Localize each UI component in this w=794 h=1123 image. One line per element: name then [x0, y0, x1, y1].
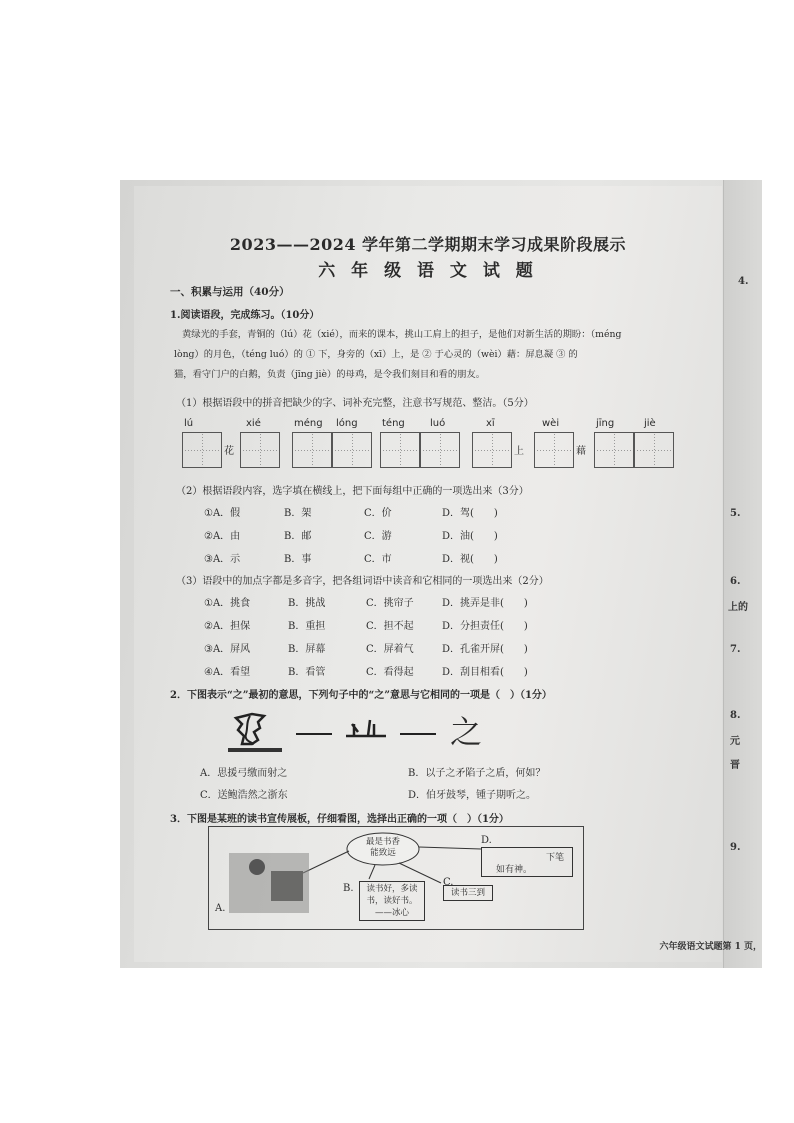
option[interactable]: B．事	[284, 554, 312, 565]
sub-question-1: （1）根据语段中的拼音把缺少的字、词补充完整，注意书写规范、整洁。（5分）	[176, 398, 534, 409]
side-number: 8.	[730, 710, 741, 721]
option[interactable]: C．屏着气	[366, 644, 414, 655]
grid-cell[interactable]	[420, 432, 460, 468]
page-footer: 六年级语文试题第 1 页，	[659, 942, 762, 952]
option[interactable]: D．孔雀开屏( )	[442, 644, 528, 655]
option[interactable]: ②A．由	[204, 531, 241, 542]
reader-head	[249, 859, 265, 875]
grid-cell[interactable]	[292, 432, 332, 468]
option-row	[204, 550, 498, 565]
q2-option-row	[200, 764, 545, 779]
option[interactable]: C．送鲍浩然之浙东	[200, 790, 288, 801]
pinyin-lu: lú	[184, 418, 194, 429]
connector-a	[303, 851, 349, 873]
pinyin-jing: jīng	[596, 418, 615, 429]
grid-cell[interactable]	[534, 432, 574, 468]
option[interactable]: C．游	[364, 531, 392, 542]
option[interactable]: ②A．担保	[204, 621, 251, 632]
side-number: 7.	[730, 644, 741, 655]
option[interactable]: D．刮目相看( )	[442, 667, 528, 678]
pinyin-luo: luó	[430, 418, 446, 429]
connector-b	[369, 865, 375, 879]
label-a: A.	[215, 903, 226, 914]
question-1-heading: 1.阅读语段，完成练习。（10分）	[170, 310, 320, 321]
pinyin-xi: xī	[486, 418, 495, 429]
grid-cell[interactable]	[240, 432, 280, 468]
section-heading: 一、积累与运用（40分）	[170, 286, 290, 298]
label-c: C.	[443, 877, 454, 888]
side-number: 元	[730, 736, 740, 747]
option-row	[204, 504, 498, 519]
option[interactable]: ①A．挑食	[204, 598, 251, 609]
pinyin-meng: méng	[294, 418, 323, 429]
pinyin-wei: wèi	[542, 418, 560, 429]
option[interactable]: B．架	[284, 508, 312, 519]
box-b-line-1: 读书好，多读	[366, 884, 418, 894]
connector-d	[419, 847, 481, 849]
grid-cell[interactable]	[182, 432, 222, 468]
option-row	[204, 527, 498, 542]
option[interactable]: B．屏幕	[288, 644, 326, 655]
option[interactable]: D．挑弄是非( )	[442, 598, 528, 609]
cloud-line-2: 能致远	[370, 848, 396, 858]
side-number: 6.	[730, 576, 741, 587]
option[interactable]: B．以子之矛陷子之盾，何如？	[408, 768, 546, 779]
bookshelf	[271, 871, 303, 901]
side-number: 4.	[738, 276, 749, 287]
pinyin-teng: téng	[382, 418, 405, 429]
side-number: 晋	[730, 760, 740, 771]
option[interactable]: C．价	[364, 508, 392, 519]
grid-suffix-shang: 上	[514, 446, 524, 457]
reading-board	[208, 826, 584, 930]
q2-option-row	[200, 786, 536, 801]
box-d-line-1: 下笔	[545, 853, 564, 863]
oracle-ground-line	[228, 748, 282, 752]
zhi-evolution-figure	[224, 710, 524, 756]
option[interactable]: D．视( )	[442, 554, 498, 565]
pinyin-xie: xié	[246, 418, 261, 429]
box-b-line-3: ——冰心	[374, 908, 409, 918]
option[interactable]: B．邮	[284, 531, 312, 542]
grid-suffix-jie: 藉	[576, 446, 586, 457]
option[interactable]: ①A．假	[204, 508, 241, 519]
option-row	[204, 640, 528, 655]
cloud-text	[357, 837, 409, 859]
grid-cell[interactable]	[472, 432, 512, 468]
side-number: 5.	[730, 508, 741, 519]
option[interactable]: C．挑帘子	[366, 598, 414, 609]
label-b: B.	[343, 883, 354, 894]
option[interactable]: A．思援弓缴而射之	[200, 768, 288, 779]
grid-cell[interactable]	[634, 432, 674, 468]
bronze-zhi-glyph	[346, 720, 386, 736]
sub-question-2: （2）根据语段内容，选字填在横线上，把下面每组中正确的一项选出来（3分）	[176, 486, 529, 497]
exam-paper	[134, 186, 722, 962]
box-d-line-2: 如有神。	[496, 865, 533, 875]
passage-line-1: 黄绿光的手套，青铜的（lú）花（xié），而来的课本，挑山工肩上的担子，是他们对新生活的期盼：（méng	[182, 329, 622, 340]
box-c: 读书三到	[443, 885, 493, 901]
side-number: 上的	[728, 602, 748, 613]
exam-title: 2023——2024 学年第二学期期末学习成果阶段展示	[229, 235, 627, 254]
grid-cell[interactable]	[594, 432, 634, 468]
option[interactable]: B．挑战	[288, 598, 326, 609]
option-row	[204, 617, 528, 632]
passage-line-3: 猫，看守门户的白鹅，负责（jīng jiè）的母鸡，是令我们刻目和看的朋友。	[174, 369, 486, 380]
cloud-line-1: 最是书香	[365, 837, 400, 847]
option[interactable]: ④A．看望	[204, 667, 251, 678]
option-row	[204, 594, 528, 609]
passage-line-2: lòng）的月色，（téng luó）的 ① 下，身旁的（xī）上，是 ② 于心灵的（wèi）藉：屏息凝 ③ 的	[174, 349, 578, 360]
grid-suffix-hua: 花	[224, 446, 234, 457]
option[interactable]: C．市	[364, 554, 392, 565]
option-row	[204, 663, 528, 678]
oracle-foot-stroke	[246, 716, 254, 744]
connector-c	[399, 863, 441, 883]
box-b	[359, 881, 425, 921]
label-d: D.	[481, 835, 492, 846]
exam-subtitle: 六 年 级 语 文 试 题	[318, 261, 538, 281]
option[interactable]: C．看得起	[366, 667, 414, 678]
modern-zhi-char: 之	[450, 713, 483, 751]
scanned-photo	[120, 180, 762, 968]
option[interactable]: D．伯牙鼓琴，锺子期听之。	[408, 790, 537, 801]
pinyin-long: lóng	[336, 418, 358, 429]
adjacent-page-strip	[723, 180, 762, 968]
sub-question-3: （3）语段中的加点字都是多音字，把各组词语中读音和它相同的一项选出来（2分）	[176, 576, 549, 587]
option[interactable]: D．分担责任( )	[442, 621, 528, 632]
oracle-foot-glyph	[236, 714, 264, 744]
option[interactable]: B．看管	[288, 667, 326, 678]
question-3-heading: 3．下图是某班的读书宣传展板，仔细看图，选择出正确的一项（ ）（1分）	[170, 814, 509, 825]
option[interactable]: D．油( )	[442, 531, 498, 542]
option[interactable]: D．驾( )	[442, 508, 498, 519]
option[interactable]: B．重担	[288, 621, 326, 632]
option[interactable]: ③A．屏风	[204, 644, 251, 655]
box-b-line-2: 书，读好书。	[366, 896, 418, 906]
box-d	[481, 847, 573, 877]
side-number: 9.	[730, 842, 741, 853]
option[interactable]: C．担不起	[366, 621, 414, 632]
question-2-heading: 2．下图表示“之”最初的意思，下列句子中的“之”意思与它相同的一项是（ ）（1分）	[170, 690, 552, 701]
grid-cell[interactable]	[380, 432, 420, 468]
grid-cell[interactable]	[332, 432, 372, 468]
option[interactable]: ③A．示	[204, 554, 241, 565]
pinyin-jie: jiè	[644, 418, 656, 429]
